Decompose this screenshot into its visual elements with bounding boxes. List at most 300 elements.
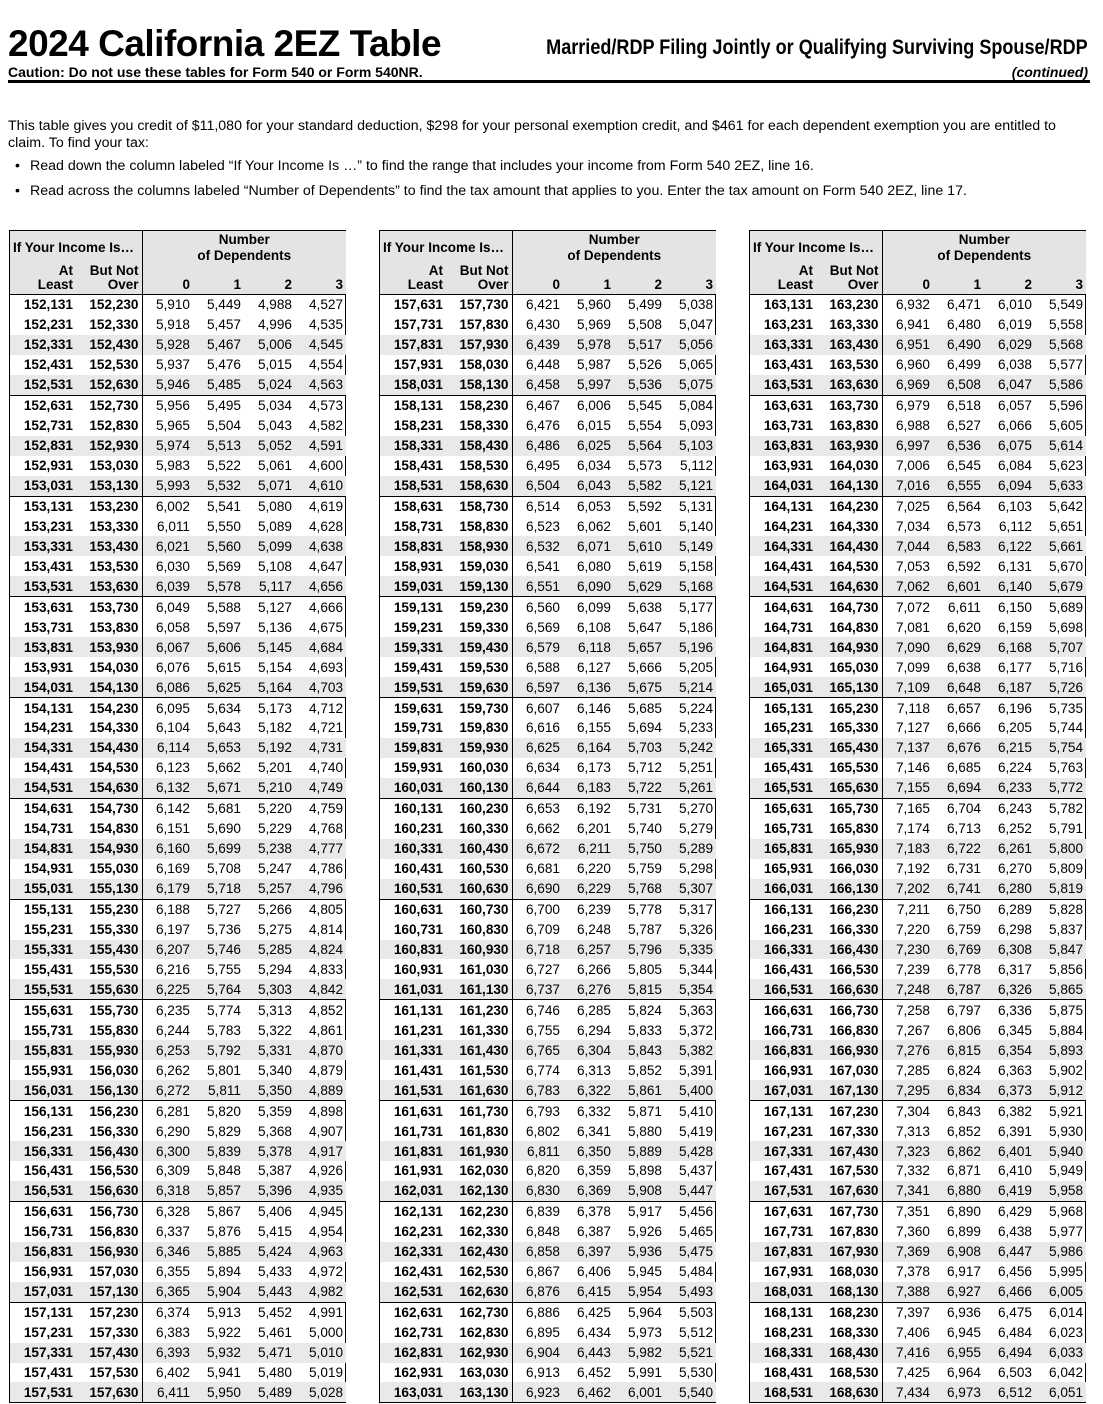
tax-1-dependent-cell: 5,894 bbox=[206, 1264, 241, 1280]
tax-2-dependents-cell: 5,657 bbox=[614, 637, 665, 657]
tax-1-dependent-cell: 5,801 bbox=[206, 1062, 241, 1078]
table-body bbox=[10, 295, 346, 1403]
but-not-over-cell: 152,830 bbox=[76, 416, 142, 436]
tax-3-dependents-cell: 5,419 bbox=[678, 1123, 714, 1139]
table-row bbox=[10, 597, 346, 617]
tax-0-dependents-cell: 5,946 bbox=[142, 375, 193, 395]
table-row bbox=[750, 657, 1086, 677]
table-row bbox=[380, 597, 716, 617]
but-not-over-cell: 164,130 bbox=[816, 476, 882, 496]
table-row bbox=[750, 1343, 1086, 1363]
tax-3-dependents-cell: 5,800 bbox=[1035, 839, 1086, 859]
at-least-cell: 163,931 bbox=[763, 458, 813, 474]
table-row bbox=[380, 416, 716, 436]
tax-2-dependents-cell: 5,313 bbox=[244, 1000, 295, 1020]
tax-1-dependent-cell: 6,694 bbox=[933, 778, 984, 798]
tax-0-dependents-cell: 5,928 bbox=[142, 335, 193, 355]
table-row bbox=[380, 1343, 716, 1363]
tax-3-dependents-cell: 4,638 bbox=[295, 536, 346, 556]
tax-0-dependents-cell: 6,151 bbox=[155, 821, 190, 837]
header-rule bbox=[8, 80, 1090, 83]
tax-2-dependents-cell: 5,601 bbox=[627, 518, 662, 534]
at-least-cell: 164,831 bbox=[750, 637, 816, 657]
table-row bbox=[750, 617, 1086, 637]
tax-1-dependent-cell: 6,499 bbox=[946, 357, 981, 373]
tax-3-dependents-cell: 5,010 bbox=[295, 1343, 346, 1363]
but-not-over-cell: 160,530 bbox=[446, 859, 512, 879]
tax-3-dependents-cell: 4,796 bbox=[295, 879, 346, 899]
tax-1-dependent-cell: 5,625 bbox=[193, 677, 244, 697]
tax-0-dependents-cell: 7,220 bbox=[895, 922, 930, 938]
tax-2-dependents-cell: 5,666 bbox=[627, 659, 662, 675]
tax-1-dependent-cell: 6,815 bbox=[933, 1040, 984, 1060]
tax-0-dependents-cell: 7,332 bbox=[895, 1163, 930, 1179]
tax-1-dependent-cell: 5,932 bbox=[193, 1343, 244, 1363]
at-least-cell: 161,131 bbox=[380, 1000, 446, 1020]
tax-3-dependents-cell: 4,545 bbox=[295, 335, 346, 355]
tax-2-dependents-cell: 6,019 bbox=[997, 317, 1032, 333]
tax-0-dependents-cell: 6,132 bbox=[142, 778, 193, 798]
at-least-cell: 155,331 bbox=[10, 940, 76, 960]
tax-2-dependents-cell: 5,099 bbox=[244, 536, 295, 556]
at-least-cell: 162,231 bbox=[393, 1224, 443, 1240]
tax-0-dependents-cell: 7,146 bbox=[895, 760, 930, 776]
tax-3-dependents-cell: 4,563 bbox=[295, 375, 346, 395]
table-row bbox=[380, 1040, 716, 1060]
at-least-cell: 155,531 bbox=[10, 979, 76, 999]
at-least-cell: 161,231 bbox=[393, 1022, 443, 1038]
tax-2-dependents-cell: 6,289 bbox=[984, 899, 1035, 919]
table-row bbox=[750, 1382, 1086, 1402]
tax-2-dependents-cell: 5,247 bbox=[257, 861, 292, 877]
table-row bbox=[750, 496, 1086, 516]
at-least-cell: 152,531 bbox=[10, 375, 76, 395]
tax-3-dependents-cell: 5,809 bbox=[1048, 861, 1084, 877]
tax-0-dependents-cell: 6,876 bbox=[512, 1282, 563, 1302]
tax-0-dependents-cell: 6,895 bbox=[525, 1325, 560, 1341]
tax-0-dependents-cell: 7,323 bbox=[882, 1141, 933, 1161]
at-least-cell: 153,731 bbox=[23, 619, 73, 635]
tax-3-dependents-cell: 4,879 bbox=[308, 1062, 344, 1078]
at-least-cell: 166,031 bbox=[750, 879, 816, 899]
tax-3-dependents-cell: 5,661 bbox=[1035, 536, 1086, 556]
but-not-over-cell: 161,130 bbox=[446, 979, 512, 999]
table-row bbox=[10, 1382, 346, 1402]
tax-1-dependent-cell: 5,532 bbox=[193, 476, 244, 496]
but-not-over-cell: 160,330 bbox=[446, 819, 512, 839]
tax-2-dependents-cell: 5,991 bbox=[627, 1364, 662, 1380]
tax-1-dependent-cell: 6,294 bbox=[576, 1022, 611, 1038]
tax-3-dependents-cell: 5,047 bbox=[678, 317, 714, 333]
at-least-cell: 157,931 bbox=[393, 357, 443, 373]
but-not-over-cell: 153,730 bbox=[76, 597, 142, 617]
tax-0-dependents-cell: 6,383 bbox=[155, 1325, 190, 1341]
table-row bbox=[750, 1181, 1086, 1201]
tax-2-dependents-cell: 6,205 bbox=[997, 720, 1032, 736]
table-row bbox=[380, 819, 716, 839]
table-row bbox=[10, 778, 346, 798]
table-row bbox=[750, 1121, 1086, 1141]
table-row bbox=[10, 839, 346, 859]
tax-2-dependents-cell: 6,382 bbox=[984, 1101, 1035, 1121]
tax-0-dependents-cell: 6,793 bbox=[512, 1101, 563, 1121]
but-not-over-cell: 156,330 bbox=[76, 1121, 142, 1141]
tax-3-dependents-cell: 5,382 bbox=[665, 1040, 716, 1060]
tax-0-dependents-cell: 6,746 bbox=[512, 1000, 563, 1020]
at-least-cell: 152,731 bbox=[23, 418, 73, 434]
tax-3-dependents-cell: 5,075 bbox=[665, 375, 716, 395]
table-row bbox=[380, 879, 716, 899]
tax-0-dependents-cell: 6,960 bbox=[895, 357, 930, 373]
but-not-over-cell: 161,930 bbox=[446, 1141, 512, 1161]
at-least-cell: 166,431 bbox=[763, 961, 813, 977]
tax-3-dependents-cell: 4,619 bbox=[295, 496, 346, 516]
table-row bbox=[380, 698, 716, 718]
but-not-over-cell: 165,830 bbox=[816, 819, 882, 839]
but-not-over-cell: 162,030 bbox=[446, 1161, 512, 1181]
tax-3-dependents-cell: 5,530 bbox=[678, 1364, 714, 1380]
but-not-over-cell: 166,830 bbox=[816, 1020, 882, 1040]
tax-1-dependent-cell: 6,778 bbox=[946, 961, 981, 977]
instruction-item: • Read across the columns labeled “Number of Dependents” to find the tax amount that applies to you. Enter the tax amount on Form 540 2EZ, line 17. bbox=[30, 183, 1090, 200]
dependents-header bbox=[882, 231, 1086, 264]
tax-2-dependents-cell: 5,266 bbox=[244, 899, 295, 919]
tax-2-dependents-cell: 5,201 bbox=[257, 760, 292, 776]
tax-1-dependent-cell: 6,704 bbox=[933, 798, 984, 818]
at-least-cell: 167,431 bbox=[763, 1163, 813, 1179]
table-row bbox=[750, 677, 1086, 697]
but-not-over-cell: 159,830 bbox=[446, 718, 512, 738]
tax-1-dependent-cell: 6,304 bbox=[563, 1040, 614, 1060]
tax-1-dependent-cell: 5,764 bbox=[193, 979, 244, 999]
tax-0-dependents-cell: 6,421 bbox=[525, 297, 560, 313]
at-least-cell: 162,031 bbox=[380, 1181, 446, 1201]
tax-0-dependents-cell: 6,700 bbox=[512, 899, 563, 919]
tax-2-dependents-cell: 6,215 bbox=[984, 738, 1035, 758]
table-row bbox=[380, 556, 716, 576]
tax-2-dependents-cell: 5,517 bbox=[614, 335, 665, 355]
table-row bbox=[380, 536, 716, 556]
but-not-over-cell: 162,830 bbox=[446, 1323, 512, 1343]
table-row bbox=[10, 355, 346, 375]
tax-0-dependents-cell: 7,248 bbox=[882, 979, 933, 999]
tax-0-dependents-cell: 7,127 bbox=[895, 720, 930, 736]
table-row bbox=[10, 959, 346, 979]
tax-0-dependents-cell: 6,932 bbox=[895, 297, 930, 313]
tax-3-dependents-cell: 4,991 bbox=[295, 1302, 346, 1322]
tax-0-dependents-cell: 6,197 bbox=[155, 922, 190, 938]
but-not-over-cell: 156,130 bbox=[76, 1080, 142, 1100]
tax-table bbox=[750, 231, 1086, 1402]
table-row bbox=[750, 395, 1086, 415]
at-least-cell: 155,031 bbox=[10, 879, 76, 899]
table-row bbox=[380, 315, 716, 335]
but-not-over-cell: 164,230 bbox=[816, 496, 882, 516]
tax-1-dependent-cell: 6,406 bbox=[576, 1264, 611, 1280]
but-not-over-cell: 164,830 bbox=[816, 617, 882, 637]
tax-2-dependents-cell: 5,582 bbox=[614, 476, 665, 496]
table-row bbox=[380, 1020, 716, 1040]
tax-1-dependent-cell: 6,657 bbox=[933, 698, 984, 718]
tax-1-dependent-cell: 6,415 bbox=[563, 1282, 614, 1302]
but-not-over-cell: 159,430 bbox=[446, 637, 512, 657]
tax-0-dependents-cell: 6,207 bbox=[142, 940, 193, 960]
dependents-3-header: 3 bbox=[665, 264, 716, 295]
tax-1-dependent-cell: 6,015 bbox=[576, 418, 611, 434]
at-least-cell: 158,631 bbox=[380, 496, 446, 516]
tax-1-dependent-cell: 5,662 bbox=[206, 760, 241, 776]
table-row bbox=[380, 335, 716, 355]
tax-2-dependents-cell: 6,280 bbox=[984, 879, 1035, 899]
at-least-cell: 168,331 bbox=[750, 1343, 816, 1363]
tax-1-dependent-cell: 5,708 bbox=[206, 861, 241, 877]
tax-2-dependents-cell: 5,489 bbox=[244, 1382, 295, 1402]
tax-0-dependents-cell: 7,295 bbox=[882, 1080, 933, 1100]
tax-1-dependent-cell: 6,425 bbox=[563, 1302, 614, 1322]
at-least-line1: At bbox=[58, 263, 73, 278]
tax-3-dependents-cell: 5,428 bbox=[665, 1141, 716, 1161]
but-not-over-cell: 156,530 bbox=[76, 1161, 142, 1181]
but-not-over-cell: 163,130 bbox=[446, 1382, 512, 1402]
dependents-header-line1: Number bbox=[218, 232, 270, 247]
but-not-line2: Over bbox=[107, 277, 139, 292]
tax-1-dependent-cell: 5,922 bbox=[206, 1325, 241, 1341]
tax-3-dependents-cell: 4,712 bbox=[295, 698, 346, 718]
at-least-cell: 157,331 bbox=[10, 1343, 76, 1363]
dependents-header bbox=[142, 231, 346, 264]
tax-2-dependents-cell: 5,108 bbox=[257, 558, 292, 574]
tax-1-dependent-cell: 5,690 bbox=[206, 821, 241, 837]
tax-0-dependents-cell: 7,425 bbox=[895, 1364, 930, 1380]
tax-2-dependents-cell: 6,373 bbox=[984, 1080, 1035, 1100]
tax-0-dependents-cell: 5,937 bbox=[155, 357, 190, 373]
at-least-cell: 155,431 bbox=[23, 961, 73, 977]
tax-3-dependents-cell: 5,121 bbox=[665, 476, 716, 496]
tax-0-dependents-cell: 5,983 bbox=[155, 458, 190, 474]
tax-3-dependents-cell: 5,168 bbox=[665, 576, 716, 596]
tax-0-dependents-cell: 7,044 bbox=[882, 536, 933, 556]
but-not-over-cell: 161,730 bbox=[446, 1101, 512, 1121]
tax-1-dependent-cell: 6,824 bbox=[946, 1062, 981, 1078]
instructions bbox=[8, 118, 1090, 208]
table-row bbox=[10, 536, 346, 556]
table-row bbox=[10, 1201, 346, 1221]
at-least-cell: 160,831 bbox=[380, 940, 446, 960]
tax-3-dependents-cell: 5,596 bbox=[1035, 395, 1086, 415]
tax-3-dependents-cell: 5,958 bbox=[1035, 1181, 1086, 1201]
tax-0-dependents-cell: 6,318 bbox=[142, 1181, 193, 1201]
tax-1-dependent-cell: 6,750 bbox=[933, 899, 984, 919]
at-least-cell: 162,431 bbox=[393, 1264, 443, 1280]
at-least-cell: 167,231 bbox=[763, 1123, 813, 1139]
tax-1-dependent-cell: 6,462 bbox=[563, 1382, 614, 1402]
tax-1-dependent-cell: 6,378 bbox=[563, 1201, 614, 1221]
at-least-cell: 166,131 bbox=[750, 899, 816, 919]
tax-2-dependents-cell: 5,694 bbox=[627, 720, 662, 736]
but-not-over-cell: 155,130 bbox=[76, 879, 142, 899]
tax-1-dependent-cell: 5,941 bbox=[206, 1364, 241, 1380]
tax-0-dependents-cell: 6,244 bbox=[155, 1022, 190, 1038]
tax-3-dependents-cell: 5,995 bbox=[1048, 1264, 1084, 1280]
but-not-over-cell: 162,630 bbox=[446, 1282, 512, 1302]
tax-2-dependents-cell: 5,350 bbox=[244, 1080, 295, 1100]
at-least-cell: 163,031 bbox=[380, 1382, 446, 1402]
tax-2-dependents-cell: 6,131 bbox=[997, 558, 1032, 574]
tax-3-dependents-cell: 4,945 bbox=[295, 1201, 346, 1221]
tax-3-dependents-cell: 5,093 bbox=[678, 418, 714, 434]
dependents-2-header: 2 bbox=[614, 264, 665, 295]
at-least-cell: 157,231 bbox=[23, 1325, 73, 1341]
tax-0-dependents-cell: 7,053 bbox=[895, 558, 930, 574]
tax-1-dependent-cell: 6,434 bbox=[576, 1325, 611, 1341]
tax-3-dependents-cell: 5,270 bbox=[665, 798, 716, 818]
table-row bbox=[380, 496, 716, 516]
at-least-cell: 162,931 bbox=[393, 1364, 443, 1380]
at-least-cell: 167,531 bbox=[750, 1181, 816, 1201]
table-row bbox=[10, 395, 346, 415]
but-not-over-cell: 158,030 bbox=[446, 355, 512, 375]
tax-2-dependents-cell: 5,182 bbox=[257, 720, 292, 736]
but-not-over-cell: 158,830 bbox=[446, 516, 512, 536]
instruction-list bbox=[8, 158, 1090, 200]
tax-0-dependents-cell: 6,774 bbox=[525, 1062, 560, 1078]
tax-3-dependents-cell: 4,600 bbox=[308, 458, 344, 474]
but-not-over-cell: 157,030 bbox=[76, 1262, 142, 1282]
but-not-over-cell: 168,430 bbox=[816, 1343, 882, 1363]
table-row bbox=[380, 1141, 716, 1161]
but-not-over-cell: 161,330 bbox=[446, 1020, 512, 1040]
at-least-line2: Least bbox=[777, 277, 813, 292]
at-least-cell: 160,131 bbox=[380, 798, 446, 818]
at-least-cell: 165,331 bbox=[750, 738, 816, 758]
tax-2-dependents-cell: 5,973 bbox=[627, 1325, 662, 1341]
tax-1-dependent-cell: 5,792 bbox=[193, 1040, 244, 1060]
tax-2-dependents-cell: 4,988 bbox=[257, 297, 292, 313]
tax-1-dependent-cell: 5,755 bbox=[206, 961, 241, 977]
at-least-cell: 168,131 bbox=[750, 1302, 816, 1322]
tax-3-dependents-cell: 4,926 bbox=[308, 1163, 344, 1179]
table-row bbox=[750, 1161, 1086, 1181]
tax-0-dependents-cell: 6,179 bbox=[142, 879, 193, 899]
at-least-cell: 152,931 bbox=[23, 458, 73, 474]
table-row bbox=[380, 1282, 716, 1302]
tax-0-dependents-cell: 7,062 bbox=[882, 576, 933, 596]
at-least-cell: 165,731 bbox=[763, 821, 813, 837]
table-row bbox=[750, 1323, 1086, 1343]
but-not-line2: Over bbox=[847, 277, 879, 292]
tax-3-dependents-cell: 4,954 bbox=[308, 1224, 344, 1240]
table-row bbox=[750, 516, 1086, 536]
but-not-line2: Over bbox=[477, 277, 509, 292]
but-not-over-cell: 153,530 bbox=[76, 556, 142, 576]
tax-1-dependent-cell: 5,811 bbox=[193, 1080, 244, 1100]
table-row bbox=[10, 1060, 346, 1080]
at-least-cell: 155,631 bbox=[10, 1000, 76, 1020]
tax-2-dependents-cell: 5,238 bbox=[244, 839, 295, 859]
table-row bbox=[380, 1242, 716, 1262]
tax-2-dependents-cell: 5,815 bbox=[614, 979, 665, 999]
tax-3-dependents-cell: 6,051 bbox=[1035, 1382, 1086, 1402]
tax-2-dependents-cell: 6,261 bbox=[984, 839, 1035, 859]
tax-0-dependents-cell: 6,941 bbox=[895, 317, 930, 333]
tax-2-dependents-cell: 5,052 bbox=[244, 436, 295, 456]
tax-1-dependent-cell: 6,601 bbox=[933, 576, 984, 596]
but-not-over-cell: 167,030 bbox=[816, 1060, 882, 1080]
but-not-over-cell: 161,830 bbox=[446, 1121, 512, 1141]
tax-2-dependents-cell: 5,387 bbox=[257, 1163, 292, 1179]
tax-table bbox=[380, 231, 716, 1402]
tax-0-dependents-cell: 6,541 bbox=[525, 558, 560, 574]
tax-1-dependent-cell: 5,969 bbox=[576, 317, 611, 333]
page-title: 2024 California 2EZ Table bbox=[8, 23, 442, 64]
tax-1-dependent-cell: 6,611 bbox=[933, 597, 984, 617]
tax-2-dependents-cell: 6,187 bbox=[984, 677, 1035, 697]
tax-3-dependents-cell: 5,782 bbox=[1035, 798, 1086, 818]
tax-3-dependents-cell: 4,656 bbox=[295, 576, 346, 596]
tax-3-dependents-cell: 4,861 bbox=[308, 1022, 344, 1038]
tax-3-dependents-cell: 5,391 bbox=[678, 1062, 714, 1078]
tax-3-dependents-cell: 4,535 bbox=[308, 317, 344, 333]
but-not-over-cell: 158,730 bbox=[446, 496, 512, 516]
table-row bbox=[750, 959, 1086, 979]
at-least-cell: 155,231 bbox=[23, 922, 73, 938]
table-row bbox=[750, 637, 1086, 657]
tax-2-dependents-cell: 5,433 bbox=[257, 1264, 292, 1280]
tax-2-dependents-cell: 5,006 bbox=[244, 335, 295, 355]
tax-3-dependents-cell: 5,326 bbox=[678, 922, 714, 938]
tax-2-dependents-cell: 6,103 bbox=[984, 496, 1035, 516]
tax-3-dependents-cell: 5,214 bbox=[665, 677, 716, 697]
tax-2-dependents-cell: 5,880 bbox=[627, 1123, 662, 1139]
but-not-over-cell: 163,030 bbox=[446, 1363, 512, 1383]
tax-1-dependent-cell: 6,536 bbox=[933, 436, 984, 456]
tax-2-dependents-cell: 5,750 bbox=[614, 839, 665, 859]
tax-1-dependent-cell: 6,973 bbox=[933, 1382, 984, 1402]
table-row bbox=[750, 839, 1086, 859]
tax-1-dependent-cell: 5,736 bbox=[206, 922, 241, 938]
tax-3-dependents-cell: 6,014 bbox=[1035, 1302, 1086, 1322]
tax-2-dependents-cell: 6,047 bbox=[984, 375, 1035, 395]
tax-1-dependent-cell: 5,978 bbox=[563, 335, 614, 355]
tax-0-dependents-cell: 7,072 bbox=[882, 597, 933, 617]
but-not-over-cell: 158,330 bbox=[446, 416, 512, 436]
tax-2-dependents-cell: 5,908 bbox=[614, 1181, 665, 1201]
tax-1-dependent-cell: 6,471 bbox=[946, 297, 981, 313]
tax-3-dependents-cell: 5,465 bbox=[678, 1224, 714, 1240]
but-not-over-cell: 160,130 bbox=[446, 778, 512, 798]
at-least-cell: 165,131 bbox=[750, 698, 816, 718]
tax-2-dependents-cell: 6,196 bbox=[984, 698, 1035, 718]
at-least-cell: 163,831 bbox=[750, 436, 816, 456]
but-not-over-cell: 167,130 bbox=[816, 1080, 882, 1100]
tax-0-dependents-cell: 6,328 bbox=[142, 1201, 193, 1221]
tax-1-dependent-cell: 6,880 bbox=[933, 1181, 984, 1201]
tax-2-dependents-cell: 5,843 bbox=[614, 1040, 665, 1060]
tax-2-dependents-cell: 6,075 bbox=[984, 436, 1035, 456]
at-least-cell: 159,631 bbox=[380, 698, 446, 718]
table-row bbox=[380, 718, 716, 738]
tax-3-dependents-cell: 5,056 bbox=[665, 335, 716, 355]
table-row bbox=[750, 416, 1086, 436]
table-row bbox=[750, 1101, 1086, 1121]
tax-3-dependents-cell: 5,754 bbox=[1035, 738, 1086, 758]
at-least-cell: 156,531 bbox=[10, 1181, 76, 1201]
but-not-over-cell: 166,130 bbox=[816, 879, 882, 899]
tax-0-dependents-cell: 5,910 bbox=[155, 297, 190, 313]
tax-2-dependents-cell: 6,494 bbox=[984, 1343, 1035, 1363]
tax-0-dependents-cell: 6,216 bbox=[155, 961, 190, 977]
at-least-cell: 162,831 bbox=[380, 1343, 446, 1363]
